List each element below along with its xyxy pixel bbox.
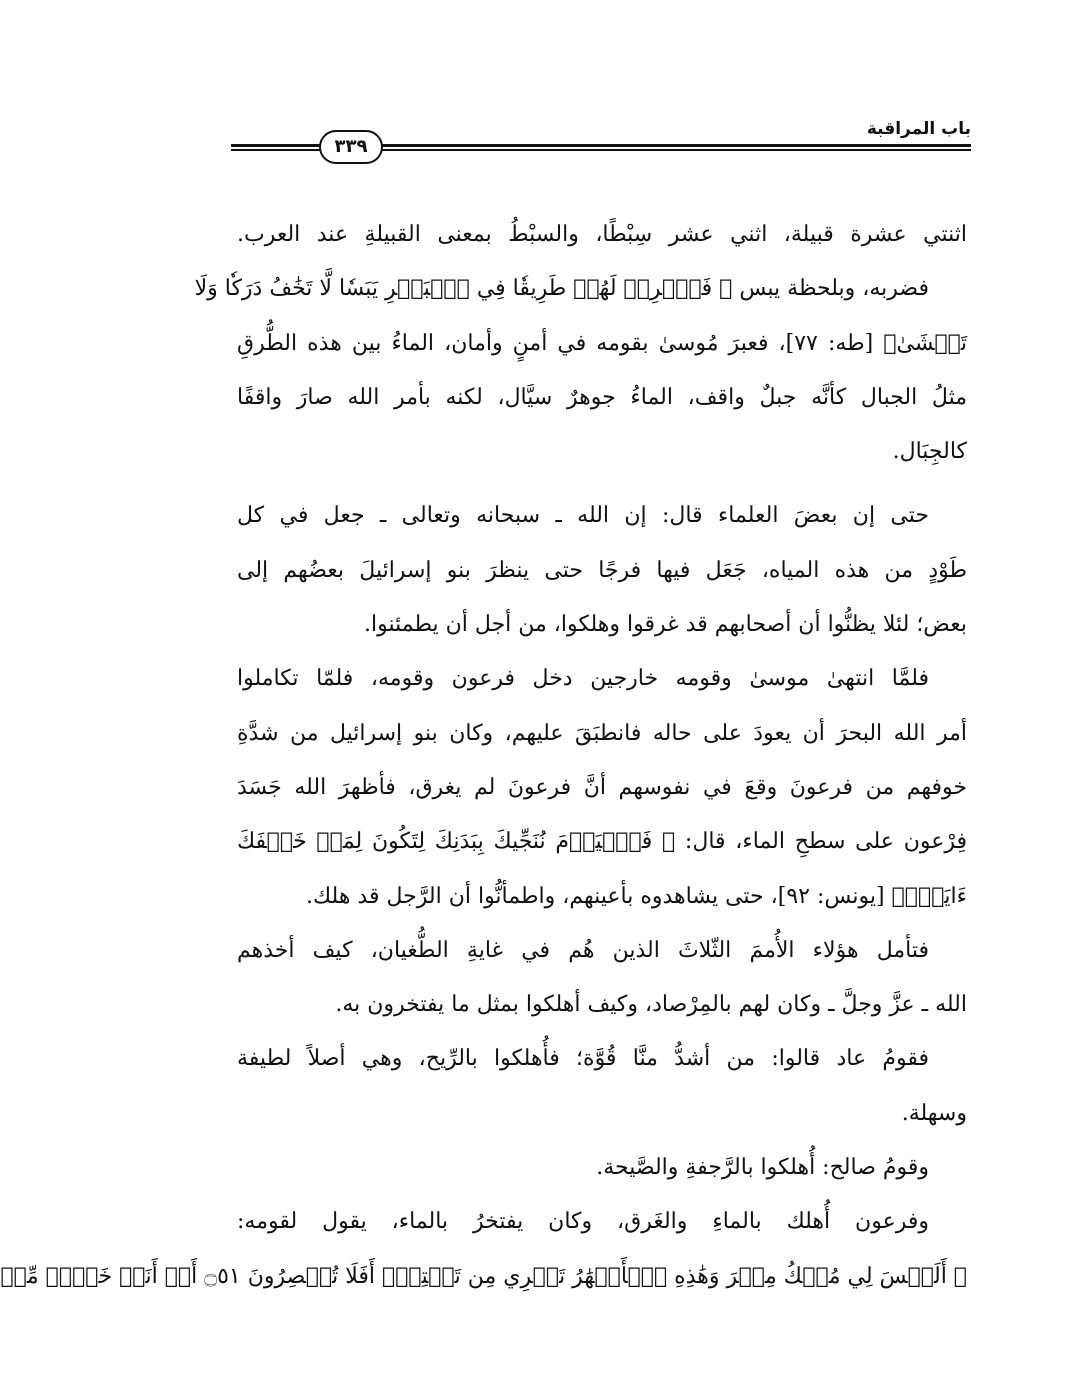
text-line: اثنتي عشرة قبيلة، اثني عشر سِبْطًا، والسبْطُ بمعنى القبيلةِ عند العرب. [237, 222, 967, 247]
text-line: ءَايَةٗۚ﴾ [يونس: ٩٢]، حتى يشاهدوه بأعينهم، واطمأنُّوا أن الرَّجل قد هلك. [306, 883, 967, 909]
text-line: فقومُ عاد قالوا: من أشدُّ منَّا قُوَّة؛ فأُهلكوا بالرِّيح، وهي أصلاً لطيفة [237, 1046, 929, 1072]
text-line: فتأمل هؤلاء الأُممَ الثّلاثَ الذين هُم في غايةِ الطُّغيان، كيف أخذهم [237, 937, 929, 963]
chapter-title: باب المراقبة [866, 119, 971, 139]
paragraph-gap [237, 479, 967, 489]
text-line: مثلُ الجبال كأنَّه جبلٌ واقف، الماءُ جوهرٌ سيَّال، لكنه بأمر الله صارَ واقفًا [237, 384, 967, 410]
text-line: خوفهم من فرعونَ وقعَ في نفوسهم أنَّ فرعونَ لم يغرق، فأظهرَ الله جَسَدَ [237, 774, 967, 800]
page-number: ٣٣٩ [319, 130, 383, 164]
text-line: الله ـ عزَّ وجلَّ ـ وكان لهم بالمِرْصاد، وكيف أهلكوا بمثل ما يفتخرون به. [335, 992, 967, 1018]
page-header [231, 118, 971, 168]
page-text [0, 208, 968, 1304]
text-line: وفرعون أُهلك بالماءِ والغَرق، وكان يفتخرُ بالماء، يقول لقومه: [237, 1209, 929, 1235]
text-line: حتى إن بعضَ العلماء قال: إن الله ـ سبحانه وتعالى ـ جعل في كل [237, 503, 929, 529]
text-line: وسهلة. [901, 1100, 967, 1126]
text-line: أمر الله البحرَ أن يعودَ على حاله فانطبَقَ عليهم، وكان بنو إسرائيل من شدَّةِ [237, 720, 967, 746]
text-line: ﴿ أَلَيۡسَ لِي مُلۡكُ مِصۡرَ وَهَٰذِهِ ٱلۡأَنۡهَٰرُ تَجۡرِي مِن تَحۡتِيٓۚ أَفَلَا تُبۡصِرُونَ ۝٥١ أَمۡ أَنَا۠ خَيۡرٞ مِّنۡ [0, 1263, 967, 1289]
text-line: فضربه، وبلحظة يبس ﴿ فَٱضۡرِبۡ لَهُمۡ طَرِيقٗا فِي ٱلۡبَحۡرِ يَبَسٗا لَّا تَخَٰفُ دَرَكٗا وَلَا [194, 276, 929, 302]
header-rule-right [381, 144, 971, 151]
text-line: تَخۡشَىٰ﴾ [طه: ٧٧]، فعبرَ مُوسىٰ بقومه في أمنٍ وأمان، الماءُ بين هذه الطُّرقِ [237, 330, 968, 356]
text-line: طَوْدٍ من هذه المياه، جَعَل فيها فرجًا حتى ينظرَ بنو إسرائيلَ بعضُهم إلى [237, 557, 967, 583]
header-rule-left [231, 144, 323, 151]
text-line: كالجِبَال. [892, 439, 967, 465]
text-line: وقومُ صالح: أُهلكوا بالرَّجفةِ والصَّيحة. [596, 1155, 929, 1181]
text-line: فِرْعون على سطحِ الماء، قال: ﴿ فَٱلۡيَوۡمَ نُنَجِّيكَ بِبَدَنِكَ لِتَكُونَ لِمَنۡ خَلۡفَكَ [237, 829, 967, 855]
text-line: فلمَّا انتهىٰ موسىٰ وقومه خارجين دخل فرعون وقومه، فلمّا تكاملوا [237, 666, 929, 692]
text-line: بعض؛ لئلا يظنُّوا أن أصحابهم قد غرقوا وهلكوا، من أجل أن يطمئنوا. [364, 612, 967, 638]
